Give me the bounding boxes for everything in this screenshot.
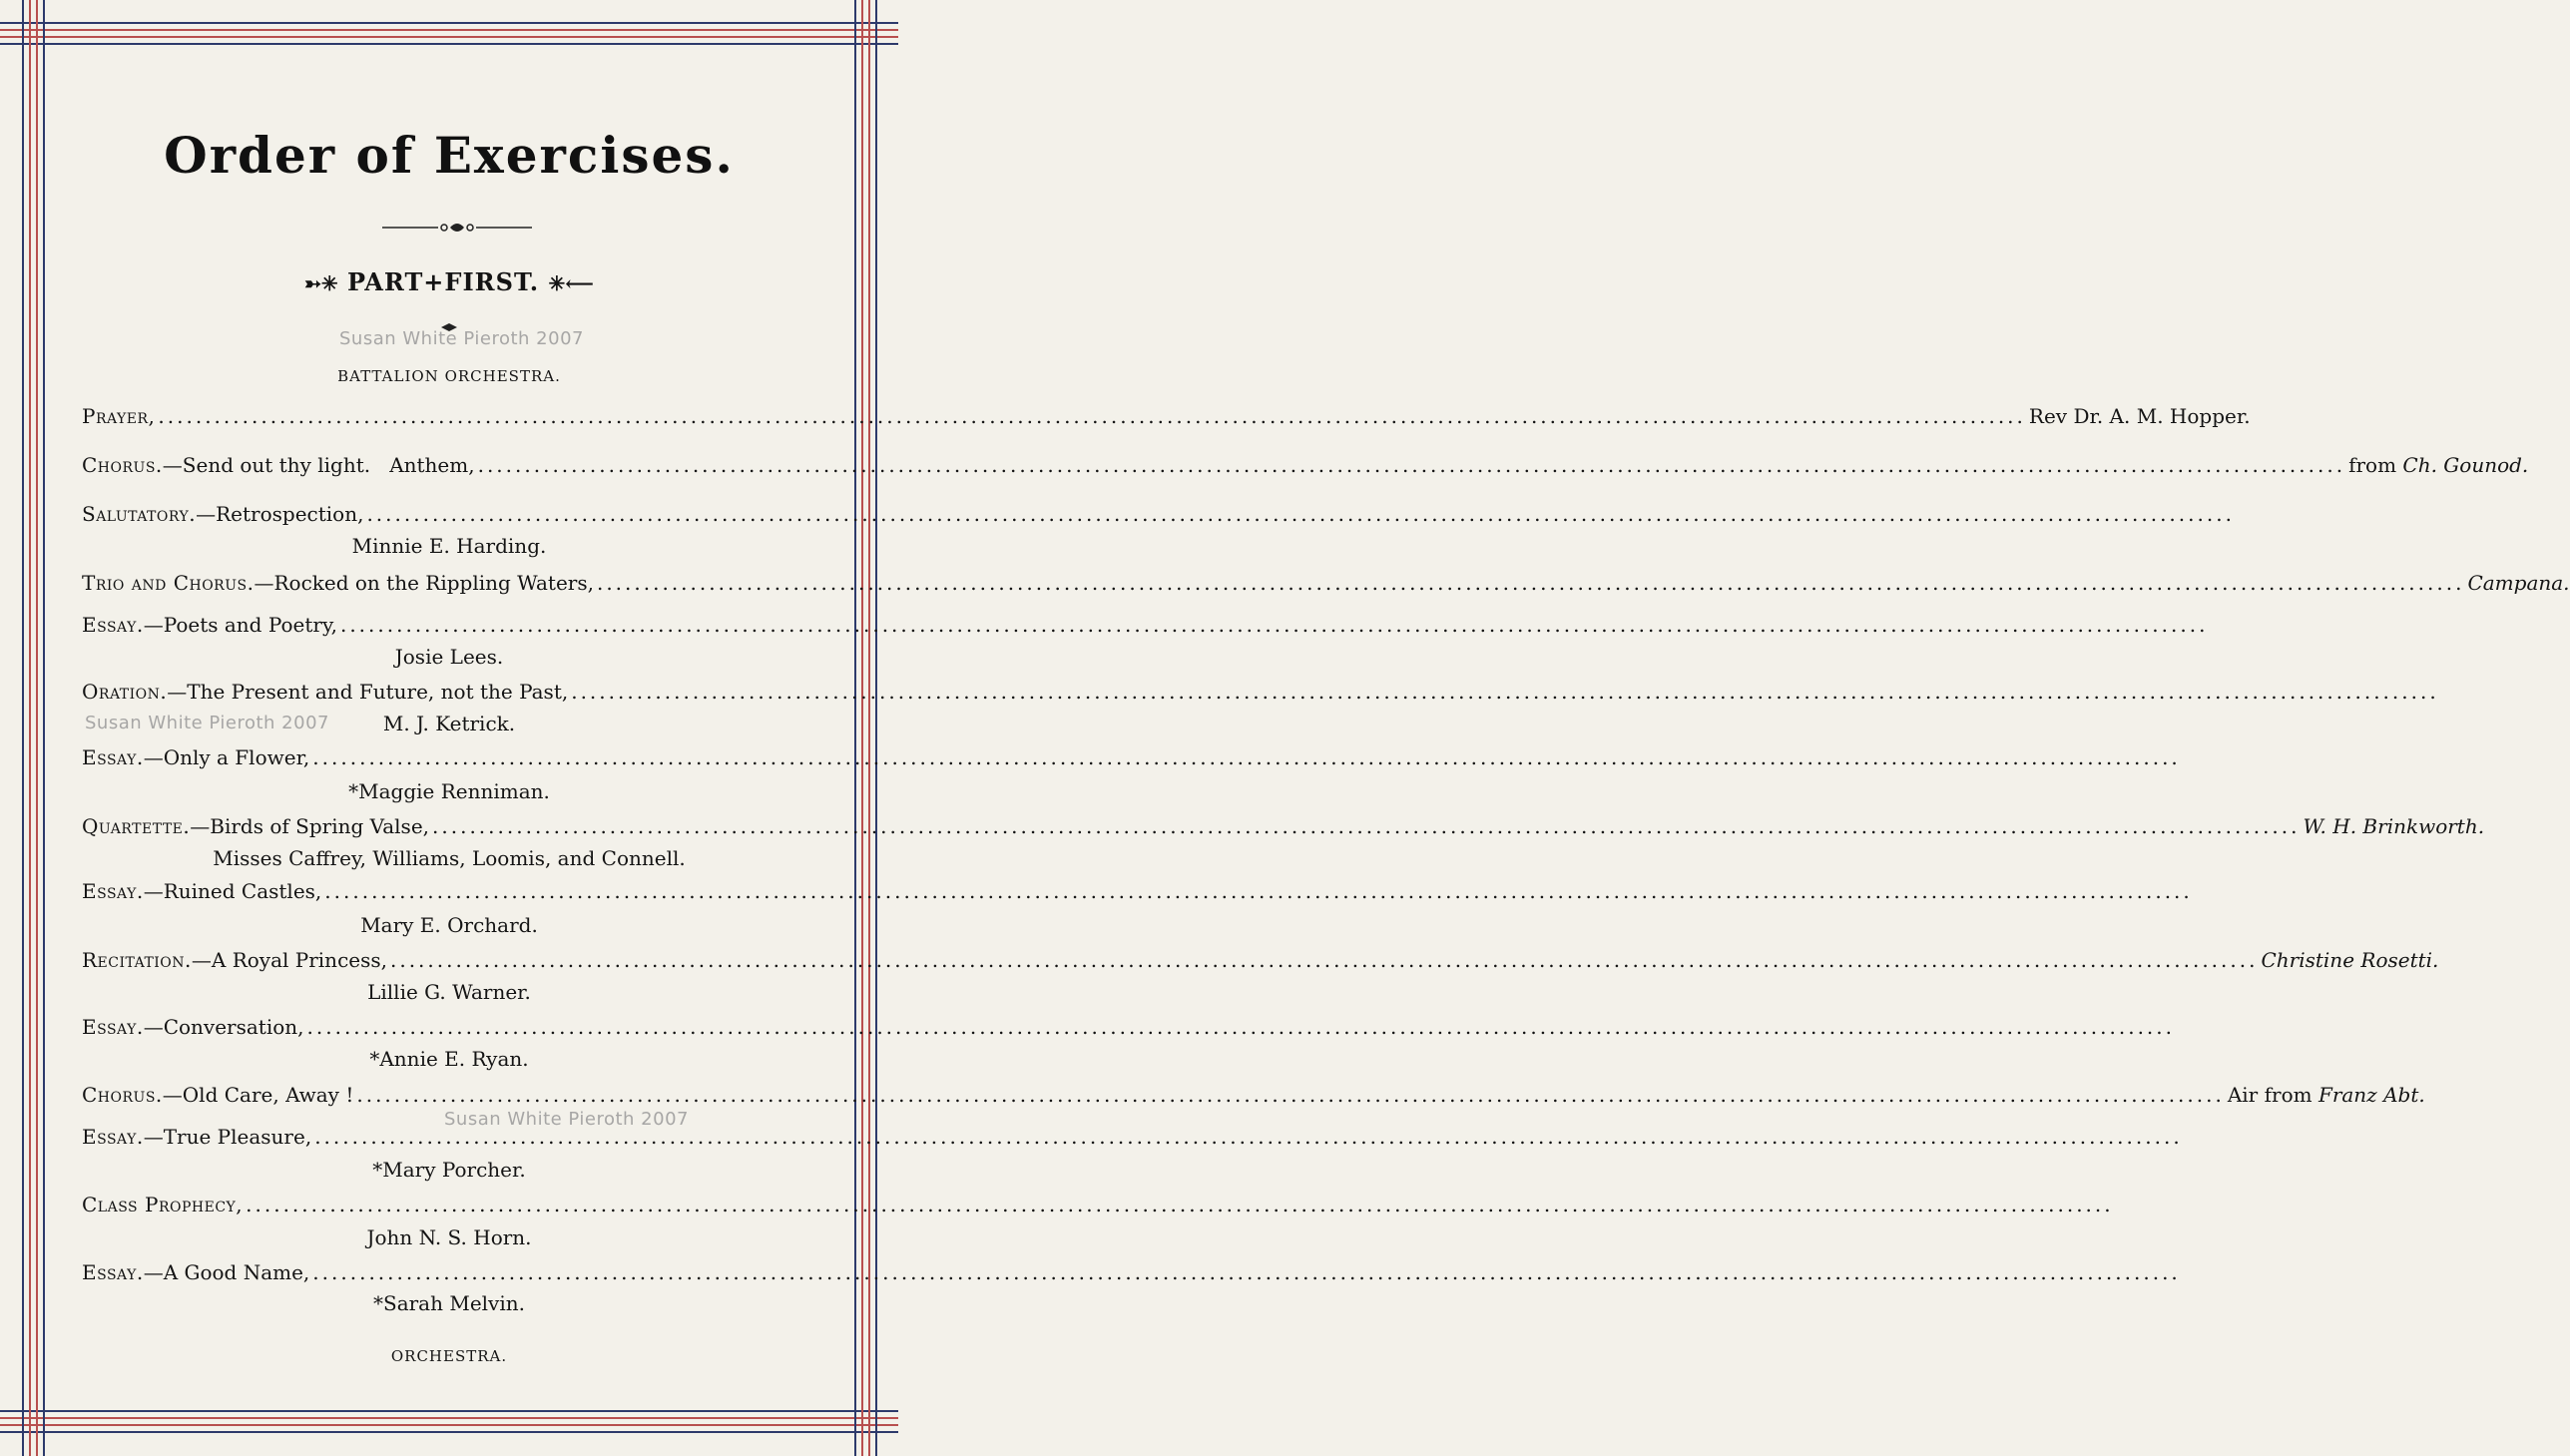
credit-composer: Ch. Gounod. xyxy=(2402,453,2529,477)
performer-name: Minnie E. Harding. xyxy=(351,534,547,558)
item-label: Oration. xyxy=(82,680,168,704)
item-label: Essay. xyxy=(82,1260,144,1284)
item-title: —Conversation, xyxy=(143,1015,304,1039)
program-item xyxy=(82,1125,2183,1155)
program-item xyxy=(82,404,2251,434)
leader-dots: ........................................................................................................................................................................................................ xyxy=(356,1083,2225,1107)
item-label: Chorus. xyxy=(82,453,163,477)
program-item xyxy=(82,453,2529,483)
page-title: Order of Exercises. xyxy=(164,126,735,185)
program-item xyxy=(82,879,2193,909)
leader-dots: ........................................................................................................................................................................................................ xyxy=(312,1260,2181,1284)
program-item xyxy=(82,680,2439,710)
part-label: PART+FIRST. xyxy=(347,267,540,296)
item-title: —Only a Flower, xyxy=(143,745,310,769)
program-item xyxy=(82,1083,2425,1113)
item-title: —A Good Name, xyxy=(143,1260,310,1284)
leader-dots: ........................................................................................................................................................................................................ xyxy=(246,1193,2114,1216)
item-label: Essay. xyxy=(82,745,144,769)
item-label: Salutatory. xyxy=(82,502,197,526)
watermark: Susan White Pieroth 2007 xyxy=(85,713,329,733)
item-title: —Poets and Poetry, xyxy=(143,613,337,637)
credit-prefix: from xyxy=(2348,453,2403,477)
item-title: —Retrospection, xyxy=(196,502,364,526)
left-arrow-ornament-icon: ➳✳ xyxy=(304,271,338,295)
opening-orchestra: BATTALION ORCHESTRA. xyxy=(337,367,561,385)
item-label: Prayer, xyxy=(82,404,156,428)
watermark: Susan White Pieroth 2007 xyxy=(339,328,584,349)
performer-name: Mary E. Orchard. xyxy=(360,913,538,937)
item-label: Essay. xyxy=(82,1015,144,1039)
item-label: Essay. xyxy=(82,1125,144,1149)
program-item xyxy=(82,948,2439,978)
leader-dots: ........................................................................................................................................................................................................ xyxy=(571,680,2439,704)
credit-text: Rev Dr. A. M. Hopper. xyxy=(2028,404,2251,428)
program-item xyxy=(82,1260,2181,1290)
flourish-ornament-icon xyxy=(382,218,532,238)
item-title: —Birds of Spring Valse, xyxy=(190,814,430,838)
performer-name: *Sarah Melvin. xyxy=(373,1291,525,1315)
performer-name: Misses Caffrey, Williams, Loomis, and Connell. xyxy=(213,846,686,870)
item-credit xyxy=(2228,1083,2425,1107)
performer-name: *Maggie Renniman. xyxy=(348,779,550,803)
program-item xyxy=(82,814,2485,844)
credit-composer: Christine Rosetti. xyxy=(2261,948,2439,972)
item-title: —True Pleasure, xyxy=(143,1125,312,1149)
credit-composer: Campana. xyxy=(2467,571,2570,595)
credit-composer: Franz Abt. xyxy=(2317,1083,2425,1107)
program-item xyxy=(82,745,2181,775)
right-arrow-ornament-icon: ✳⟵ xyxy=(548,271,594,295)
credit-prefix: Air from xyxy=(2227,1083,2318,1107)
performer-name: John N. S. Horn. xyxy=(366,1225,532,1249)
item-credit xyxy=(2304,814,2485,838)
item-label: Chorus. xyxy=(82,1083,163,1107)
item-title: —Send out thy light. Anthem, xyxy=(162,453,475,477)
item-title: —Old Care, Away ! xyxy=(162,1083,354,1107)
item-title: —Ruined Castles, xyxy=(143,879,322,903)
item-title: —A Royal Princess, xyxy=(191,948,387,972)
leader-dots: ........................................................................................................................................................................................................ xyxy=(389,948,2259,972)
item-label: Trio and Chorus. xyxy=(82,571,255,595)
program-item xyxy=(82,571,2570,601)
performer-name: M. J. Ketrick. xyxy=(382,712,516,735)
item-credit xyxy=(2029,404,2251,428)
part-heading xyxy=(0,267,898,296)
item-label: Essay. xyxy=(82,613,144,637)
performer-name: *Annie E. Ryan. xyxy=(369,1047,529,1071)
leader-dots: ........................................................................................................................................................................................................ xyxy=(306,1015,2175,1039)
item-credit xyxy=(2261,948,2438,972)
performer-name: Josie Lees. xyxy=(394,645,504,669)
item-label: Recitation. xyxy=(82,948,192,972)
leader-dots: ........................................................................................................................................................................................................ xyxy=(432,814,2301,838)
item-label: Quartette. xyxy=(82,814,191,838)
performer-name: Lillie G. Warner. xyxy=(367,980,531,1004)
leader-dots: ........................................................................................................................................................................................................ xyxy=(366,502,2235,526)
item-title: —Rocked on the Rippling Waters, xyxy=(254,571,594,595)
item-label: Essay. xyxy=(82,879,144,903)
leader-dots: ........................................................................................................................................................................................................ xyxy=(312,745,2181,769)
leader-dots: ........................................................................................................................................................................................................ xyxy=(314,1125,2183,1149)
closing-orchestra: ORCHESTRA. xyxy=(390,1347,508,1365)
item-credit xyxy=(2467,571,2569,595)
watermark: Susan White Pieroth 2007 xyxy=(444,1109,689,1130)
leader-dots: ........................................................................................................................................................................................................ xyxy=(477,453,2346,477)
program-item xyxy=(82,1015,2175,1045)
item-label: Class Prophecy, xyxy=(82,1193,244,1216)
credit-composer: W. H. Brinkworth. xyxy=(2303,814,2485,838)
program-item xyxy=(82,613,2209,643)
leader-dots: ........................................................................................................................................................................................................ xyxy=(324,879,2193,903)
item-title: —The Present and Future, not the Past, xyxy=(167,680,569,704)
item-credit xyxy=(2348,453,2528,477)
leader-dots: ........................................................................................................................................................................................................ xyxy=(158,404,2026,428)
performer-name: *Mary Porcher. xyxy=(372,1158,526,1182)
leader-dots: ........................................................................................................................................................................................................ xyxy=(596,571,2465,595)
leader-dots: ........................................................................................................................................................................................................ xyxy=(339,613,2209,637)
program-item xyxy=(82,502,2235,532)
program-item xyxy=(82,1193,2114,1222)
